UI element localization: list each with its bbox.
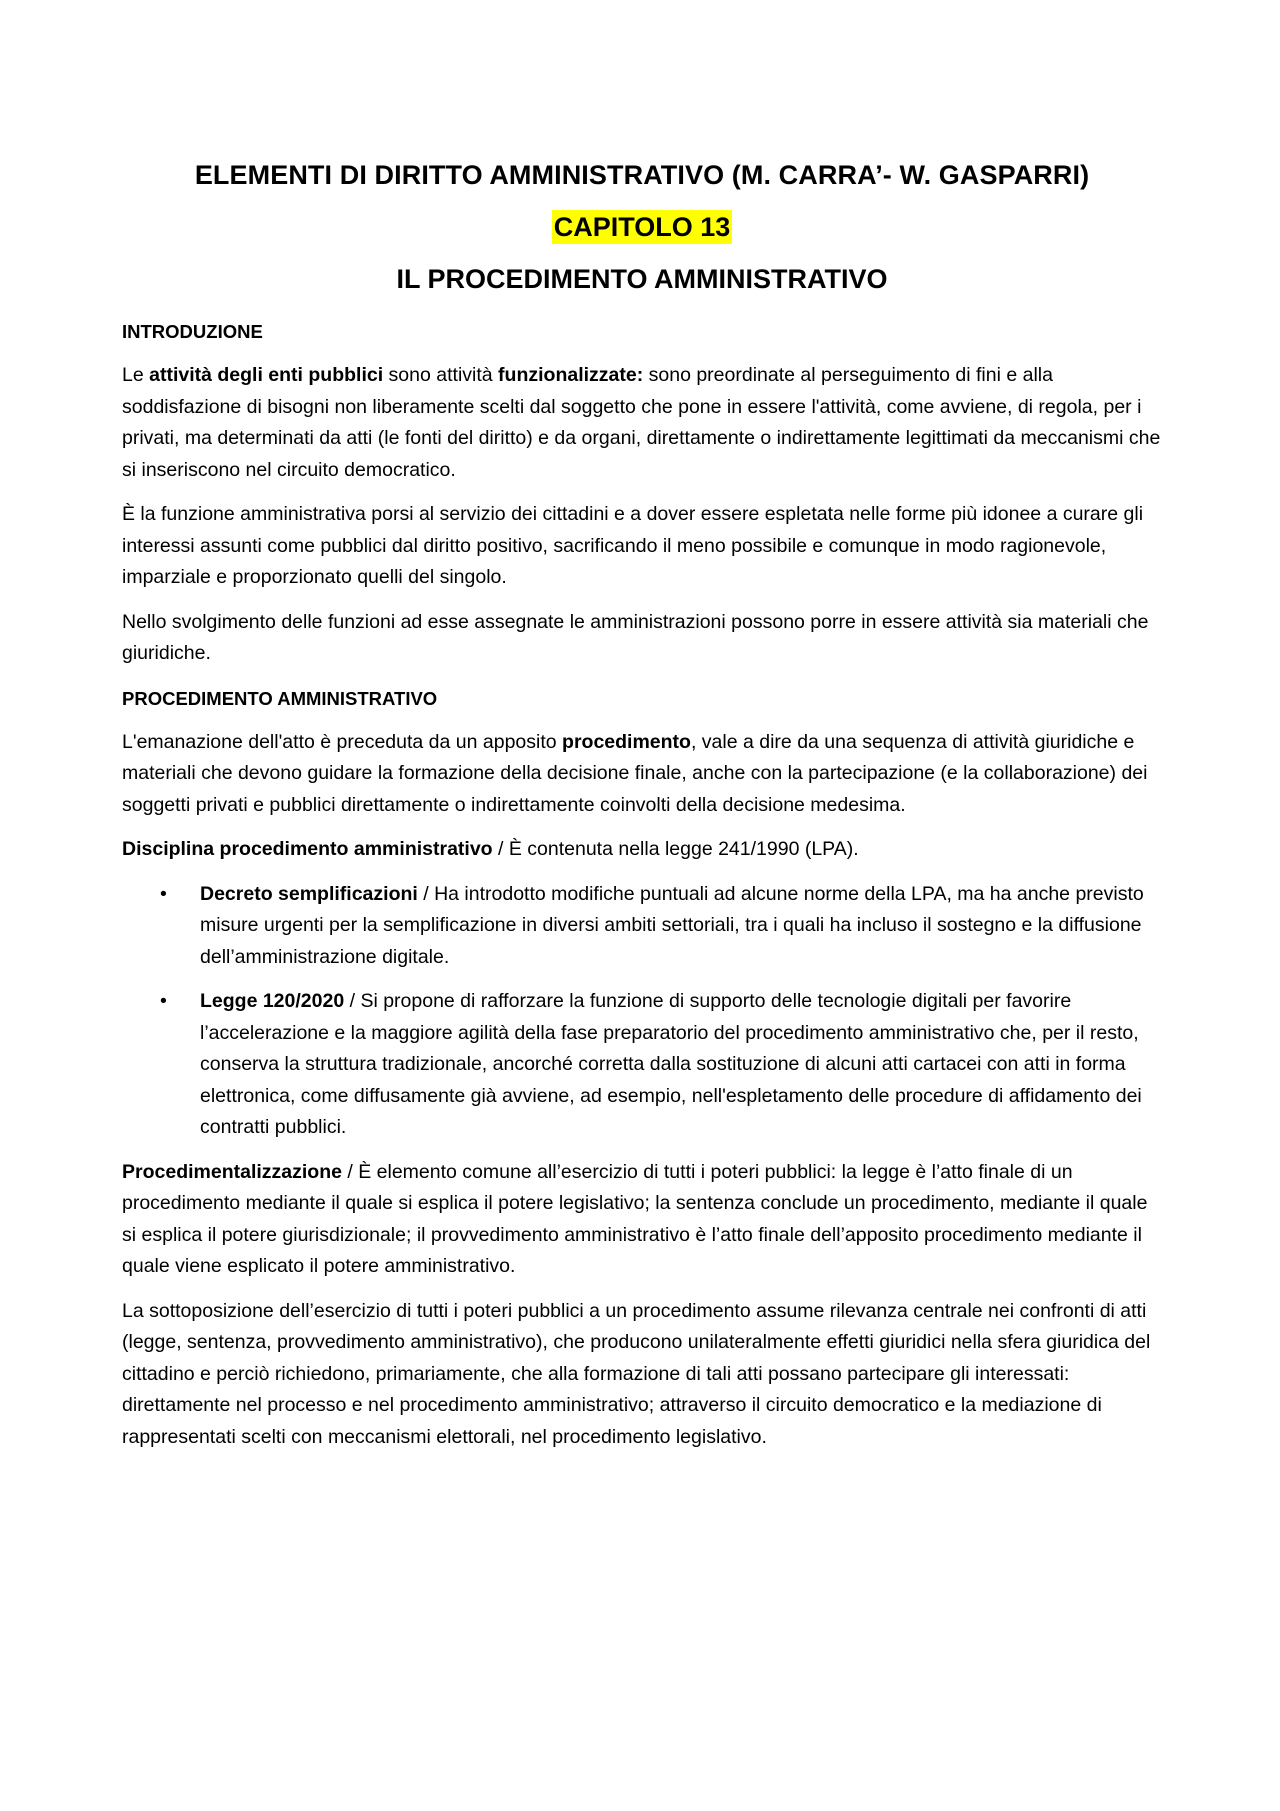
text-run: / Ha introdotto modifiche puntuali ad alcune norme della LPA, ma ha anche previsto misure urgenti per la semplificazione in diversi ambiti settoriali, tra i quali ha incluso il sostegno e la diffusione dell’amministrazione digitale. xyxy=(200,882,1144,968)
bold-run: Legge 120/2020 xyxy=(200,990,345,1012)
text-run: Le xyxy=(122,364,150,386)
text-run: , vale a dire da una sequenza di attività giuridiche e materiali che devono guidare la formazione della decisione finale, anche con la partecipazione (e la collaborazione) dei soggetti privati e pubblici direttamente o indirettamente coinvolti della decisione medesima. xyxy=(122,730,1148,816)
text-run: L'emanazione dell'atto è preceduta da un apposito xyxy=(122,730,563,753)
bold-run: funzionalizzate: xyxy=(498,364,644,386)
document-title: ELEMENTI DI DIRITTO AMMINISTRATIVO (M. CARRA’- W. GASPARRI) xyxy=(194,160,1090,190)
intro-paragraph-2: È la funzione amministrativa porsi al servizio dei cittadini e a dover essere espletata nelle forme più idonee a curare gli interessi assunti come pubblici dal diritto positivo, sacrificando il meno possibile e comunque in modo ragionevole, imparziale e proporzionato quelli del singolo. xyxy=(122,503,1144,588)
section-heading-introduzione: INTRODUZIONE xyxy=(122,321,263,342)
procedimento-paragraph-1 xyxy=(122,727,1162,822)
final-paragraph: La sottoposizione dell’esercizio di tutti i poteri pubblici a un procedimento assume rilevanza centrale nei confronti di atti (legge, sentenza, provvedimento amministrativo), che producono unilateralmente effetti giuridici nella sfera giuridica del cittadino e perciò richiedono, primariamente, che alla formazione di tali atti possano partecipare gli interessati: direttamente nel processo e nel procedimento amministrativo; attraverso il circuito democratico e la mediazione di rappresentati scelti con meccanismi elettorali, nel procedimento legislativo. xyxy=(122,1299,1151,1448)
chapter-wrapper xyxy=(122,210,1162,244)
procedimentalizzazione-paragraph xyxy=(122,1157,1162,1283)
bold-run: Decreto semplificazioni xyxy=(200,882,418,905)
text-run: sono attività xyxy=(383,364,499,386)
text-run: / È elemento comune all’esercizio di tutti i poteri pubblici: la legge è l’atto finale di un procedimento mediante il quale si esplica il potere legislativo; la sentenza conclude un procedimento, mediante il quale si esplica il potere giurisdizionale; il provvedimento amministrativo è l’atto finale dell’apposito procedimento mediante il quale viene esplicato il potere amministrativo. xyxy=(122,1160,1148,1277)
list-item xyxy=(122,879,1162,974)
bold-run: attività degli enti pubblici xyxy=(149,364,384,386)
text-run: / Si propone di rafforzare la funzione di supporto delle tecnologie digitali per favorire l’accelerazione e la maggiore agilità della fase preparatorio del procedimento amministrativo che, per il resto, conserva la struttura tradizionale, ancorché corretta dalla sostituzione di alcuni atti cartacei con atti in forma elettronica, come diffusamente già avviene, ad esempio, nell'espletamento delle procedure di affidamento dei contratti pubblici. xyxy=(200,990,1142,1138)
bold-run: procedimento xyxy=(562,730,691,753)
text-run: sono preordinate al perseguimento di fini e alla soddisfazione di bisogni non liberamente scelti dal soggetto che pone in essere l'attività, come avviene, di regola, per i privati, ma determinati da atti (le fonti del diritto) e da organi, direttamente o indirettamente legittimati da meccanismi che si inseriscono nel circuito democratico. xyxy=(122,364,1161,481)
bold-run: Disciplina procedimento amministrativo xyxy=(122,838,493,860)
bullet-icon: • xyxy=(160,990,167,1012)
document-subtitle: IL PROCEDIMENTO AMMINISTRATIVO xyxy=(396,264,888,294)
bold-run: Procedimentalizzazione xyxy=(122,1160,342,1183)
bullet-list xyxy=(122,879,1162,1144)
list-item xyxy=(122,986,1162,1144)
text-run: / È contenuta nella legge 241/1990 (LPA). xyxy=(492,838,859,860)
chapter-label-highlighted: CAPITOLO 13 xyxy=(553,212,731,242)
section-heading-procedimento: PROCEDIMENTO AMMINISTRATIVO xyxy=(122,687,438,709)
bullet-icon: • xyxy=(160,882,167,905)
disciplina-paragraph xyxy=(122,834,1162,866)
intro-paragraph-1 xyxy=(122,360,1162,486)
intro-paragraph-3: Nello svolgimento delle funzioni ad esse assegnate le amministrazioni possono porre in essere attività sia materiali che giuridiche. xyxy=(122,610,1149,664)
